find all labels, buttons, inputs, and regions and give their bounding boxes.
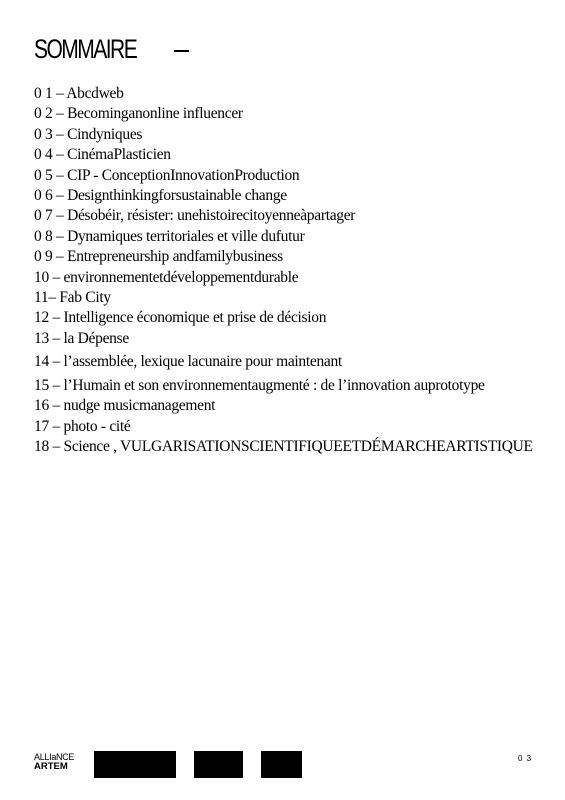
toc-item: 17 – photo - cité (34, 417, 131, 435)
toc-item: 0 8 – Dynamiques territoriales et ville dufutur (34, 227, 305, 245)
alliance-artem-logo (34, 752, 74, 772)
toc-item: 0 1 – Abcdweb (34, 85, 124, 102)
toc-item: 18 – Science , VULGARISATIONSCIENTIFIQUEETDÉMARCHEARTISTIQUE (34, 437, 533, 455)
footer-block (94, 751, 176, 778)
toc-item: 0 9 – Entrepreneurship andfamilybusiness (34, 248, 283, 266)
toc-item: 11– Fab City (34, 289, 111, 307)
title-dash (174, 50, 189, 52)
toc-item: 0 7 – Désobéir, résister: unehistoirecitoyenneàpartager (34, 207, 356, 225)
toc-item: 12 – Intelligence économique et prise de décision (34, 309, 327, 327)
toc-item: 16 – nudge musicmanagement (34, 397, 216, 415)
toc-item: 0 6 – Designthinkingforsustainable change (34, 187, 287, 205)
toc-item: 0 4 – CinémaPlasticien (34, 146, 171, 164)
toc-item: 13 – la Dépense (34, 329, 129, 347)
page-title: SOMMAIRE (34, 34, 137, 64)
footer-block (194, 751, 243, 778)
toc-item: 15 – l’Humain et son environnementaugmenté : de l’innovation auprototype (34, 376, 485, 394)
table-of-contents (34, 84, 534, 457)
toc-item: 0 3 – Cindyniques (34, 125, 143, 143)
footer-block (261, 751, 302, 778)
toc-item: 14 – l’assemblée, lexique lacunaire pour maintenant (34, 353, 342, 371)
logo-line-artem: ARTEM (34, 761, 68, 772)
logo-line-alliance: ALLIaNCE (34, 752, 75, 762)
toc-item: 0 2 – Becominganonline influencer (34, 105, 243, 123)
page-number: 0 3 (518, 754, 533, 763)
toc-item: 10 – environnementetdéveloppementdurable (34, 268, 299, 286)
toc-item: 0 5 – CIP - ConceptionInnovationProduction (34, 166, 300, 184)
